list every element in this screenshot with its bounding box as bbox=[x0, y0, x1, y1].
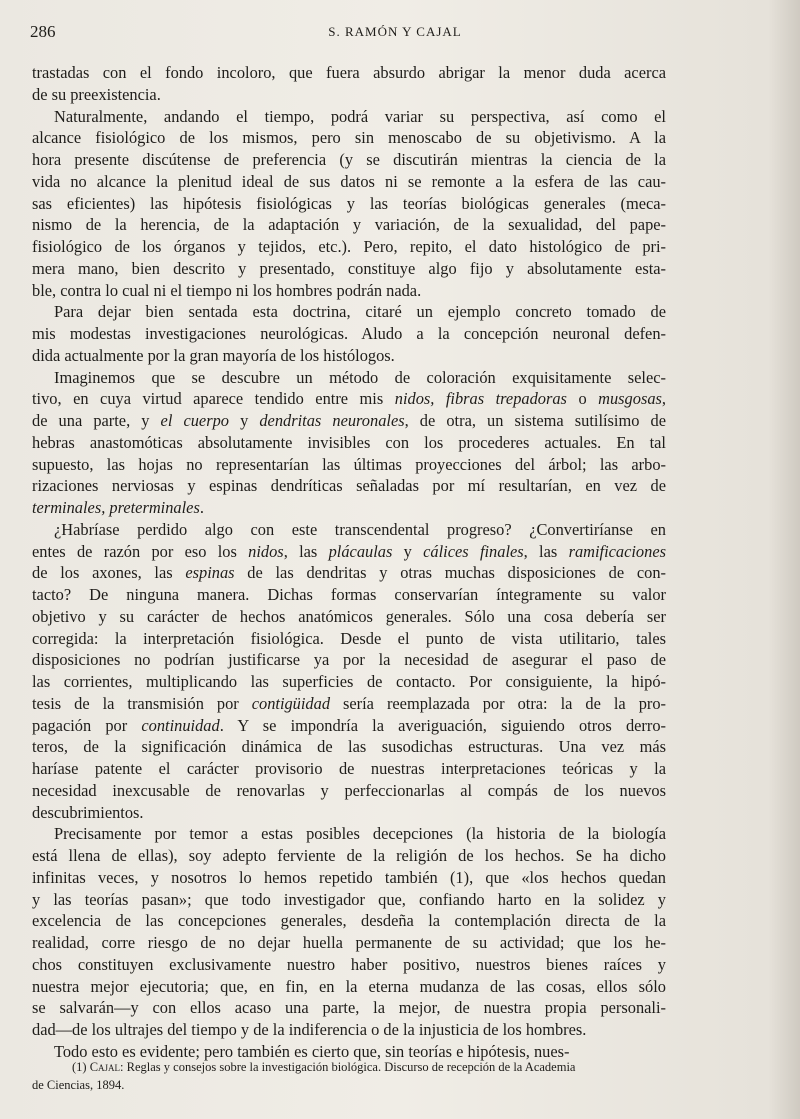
text-line: de su preexistencia. bbox=[32, 84, 161, 104]
text-line: tivo, en cuya virtud aparece tendido entre mis nidos, fibras trepadoras o musgosas, bbox=[32, 389, 667, 409]
page-number: 286 bbox=[30, 22, 56, 41]
footnote-marker: (1) bbox=[72, 1060, 87, 1074]
page-header bbox=[30, 22, 760, 46]
text-line: Imaginemos que se descubre un método de coloración exquisitamente selec- bbox=[54, 367, 666, 387]
text-line: hebras anastomóticas absolutamente invisibles con los procederes actuales. En tal bbox=[32, 432, 666, 452]
text-line: alcance fisiológico de los mismos, pero sin menoscabo de su objetivismo. A la bbox=[32, 128, 666, 148]
paragraph-p6 bbox=[32, 823, 666, 1041]
text-line: pagación por continuidad. Y se impondría la averiguación, siguiendo otros derro- bbox=[32, 715, 666, 735]
text-line: haríase patente el carácter provisorio de nuestras interpretaciones teóricas y la bbox=[32, 759, 666, 778]
paragraph-p1 bbox=[32, 62, 666, 106]
footnote-line-1 bbox=[32, 1058, 672, 1076]
text-line: trastadas con el fondo incoloro, que fuera absurdo abrigar la menor duda acerca bbox=[32, 63, 666, 82]
text-line: ble, contra lo cual ni el tiempo ni los hombres podrán nada. bbox=[32, 280, 422, 300]
footnote-line-2: de Ciencias, 1894. bbox=[32, 1078, 125, 1092]
text-line: nuestra mejor ejecutoria; que, en fin, en la eterna mudanza de las cosas, ellos sólo bbox=[32, 976, 666, 996]
footnote-author: Cajal bbox=[89, 1060, 121, 1074]
text-line: las corrientes, multiplicando las superficies de contacto. Por consiguiente, la hipó- bbox=[32, 672, 666, 691]
text-line: de una parte, y el cuerpo y dendritas neuronales, de otra, un sistema sutilísimo de bbox=[32, 411, 666, 430]
footnote-text-1: : Reglas y consejos sobre la investigación biológica. Discurso de recepción de la Academia bbox=[120, 1060, 576, 1074]
text-line: Naturalmente, andando el tiempo, podrá variar su perspectiva, así como el bbox=[54, 106, 666, 126]
text-line: disposiciones no podrían justificarse ya por la necesidad de asegurar el paso de bbox=[32, 650, 666, 670]
text-line: Todo esto es evidente; pero también es cierto que, sin teorías e hipótesis, nues- bbox=[54, 1041, 570, 1061]
text-line: entes de razón por eso los nidos, las plácaulas y cálices finales, las ramificaciones bbox=[32, 541, 666, 561]
text-line: corregida: la interpretación fisiológica. Desde el punto de vista utilitario, tales bbox=[32, 628, 666, 648]
text-line: teros, de la significación dinámica de las susodichas estructuras. Una vez más bbox=[32, 737, 666, 757]
text-line: y las teorías pasan»; que todo investigador que, confiando harto en la solidez y bbox=[32, 889, 666, 909]
text-line: necesidad inexcusable de renovarlas y perfeccionarlas al compás de los nuevos bbox=[32, 780, 666, 800]
text-line: rizaciones nerviosas y espinas dendríticas señaladas por mí resultarían, en vez de bbox=[32, 476, 666, 496]
paragraph-p5 bbox=[32, 519, 666, 824]
text-line: fisiológico de los órganos y tejidos, etc.). Pero, repito, el dato histológico de pri- bbox=[32, 237, 666, 256]
paragraph-p2 bbox=[32, 106, 666, 302]
text-line: tacto? De ninguna manera. Dichas formas conservarían íntegramente su valor bbox=[32, 585, 666, 604]
text-line: infinitas veces, y nosotros lo hemos repetido también (1), que «los hechos quedan bbox=[32, 867, 666, 887]
text-line: mera mano, bien descrito y presentado, constituye algo fijo y absolutamente esta- bbox=[32, 258, 666, 278]
text-line: vida no alcance la plenitud ideal de sus datos ni se remonte a la esfera de las cau- bbox=[32, 171, 666, 191]
text-line: de los axones, las espinas de las dendritas y otras muchas disposiciones de con- bbox=[32, 563, 666, 583]
paragraph-p3 bbox=[32, 301, 666, 366]
text-line: dad—de los ultrajes del tiempo y de la indiferencia o de la injusticia de los hombres. bbox=[32, 1020, 587, 1039]
text-line: dida actualmente por la gran mayoría de los histólogos. bbox=[32, 345, 395, 365]
text-line: hora presente discútense de preferencia (y se discutirán mientras la ciencia de la bbox=[32, 150, 666, 169]
text-line: se salvarán—y con ellos acaso una parte, la mejor, de nuestra propia personali- bbox=[32, 998, 666, 1018]
body-text bbox=[32, 62, 666, 1063]
text-line: tesis de la transmisión por contigüidad sería reemplazada por otra: la de la pro- bbox=[32, 693, 666, 713]
footnote bbox=[32, 1058, 672, 1094]
text-line: Para dejar bien sentada esta doctrina, citaré un ejemplo concreto tomado de bbox=[54, 302, 666, 322]
text-line: Precisamente por temor a estas posibles decepciones (la historia de la biología bbox=[54, 824, 666, 844]
text-line: objetivo y su carácter de hechos anatómicos generales. Sólo una cosa debería ser bbox=[32, 606, 666, 626]
text-line: mis modestas investigaciones neurológicas. Aludo a la concepción neuronal defen- bbox=[32, 324, 666, 343]
text-line: excelencia de las concepciones generales, desdeña la contemplación directa de la bbox=[32, 911, 666, 931]
text-line: descubrimientos. bbox=[32, 802, 144, 822]
text-line: realidad, corre riesgo de no dejar huella permanente de su actividad; que los he- bbox=[32, 933, 666, 952]
text-line: chos constituyen exclusivamente nuestro haber positivo, nuestros bienes raíces y bbox=[32, 954, 666, 974]
text-line: nismo de la herencia, de la adaptación y variación, de la sexualidad, del pape- bbox=[32, 215, 666, 235]
running-head: S. RAMÓN Y CAJAL bbox=[328, 24, 462, 39]
text-line: supuesto, las hojas no representarían las últimas proyecciones del árbol; las arbo- bbox=[32, 454, 666, 474]
text-line: ¿Habríase perdido algo con este transcendental progreso? ¿Convertiríanse en bbox=[54, 519, 666, 539]
text-line: terminales, preterminales. bbox=[32, 498, 204, 517]
paragraph-p4 bbox=[32, 367, 666, 519]
text-line: sas eficientes) las hipótesis fisiológicas y las teorías biológicas generales (meca- bbox=[32, 193, 666, 213]
text-line: está llena de ellas), soy adepto ferviente de la religión de los hechos. Se ha dicho bbox=[32, 846, 666, 865]
